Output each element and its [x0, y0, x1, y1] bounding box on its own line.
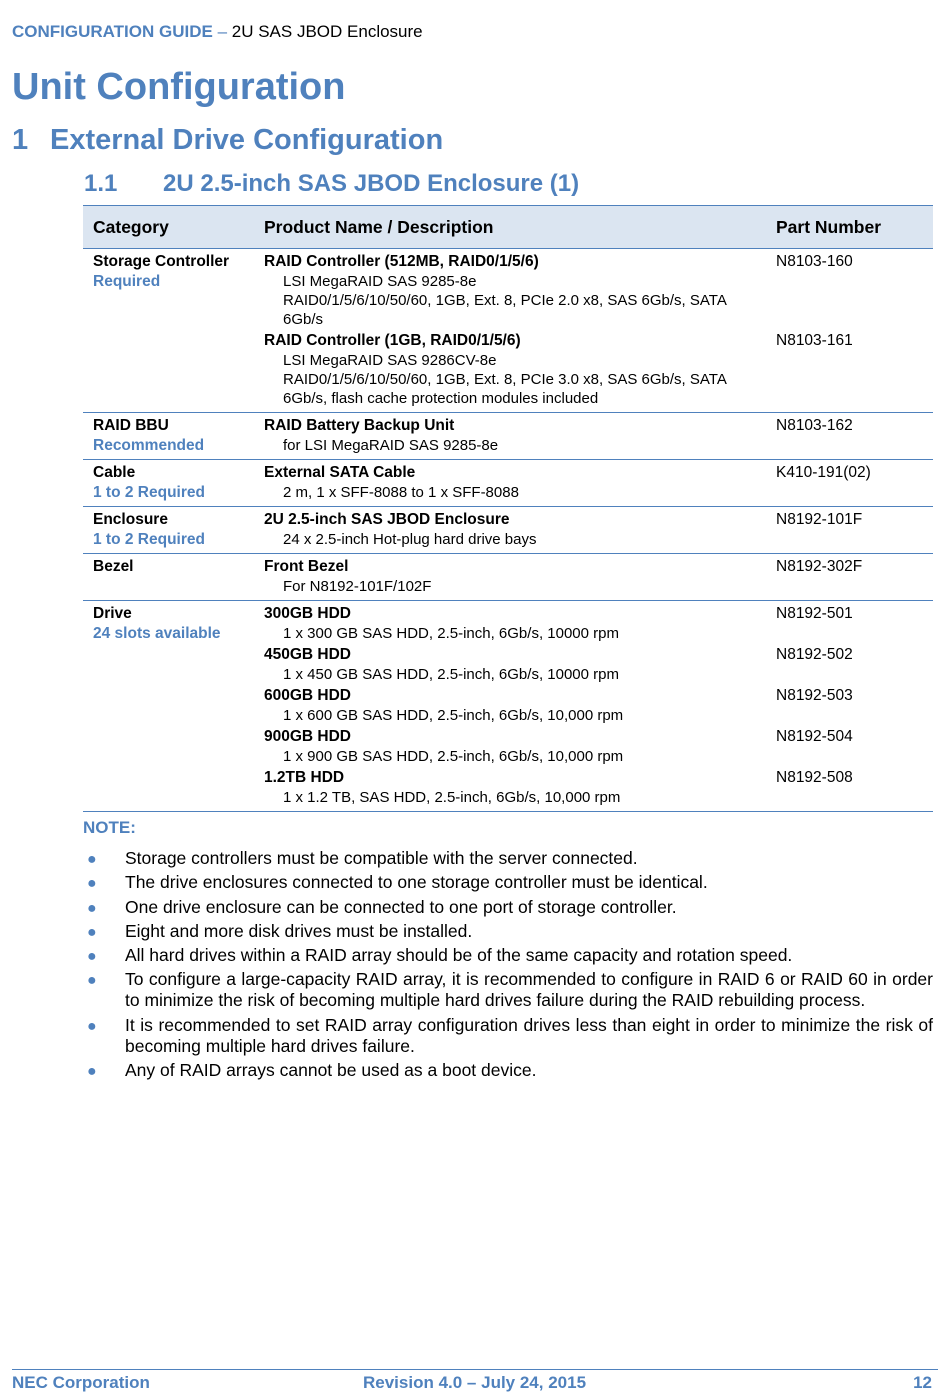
part-number-item — [776, 252, 933, 331]
product-cell — [254, 249, 766, 413]
bullet-icon: ● — [87, 899, 97, 917]
part-number: N8192-508 — [776, 769, 853, 786]
product-item — [264, 463, 766, 504]
part-number: N8192-503 — [776, 687, 853, 704]
running-header — [12, 22, 423, 42]
table-row — [83, 601, 933, 812]
section-number: 1 — [12, 124, 29, 156]
category-requirement: Recommended — [93, 437, 205, 454]
note-item — [83, 921, 933, 942]
product-item — [264, 510, 766, 551]
product-cell — [254, 460, 766, 507]
notes-list — [83, 848, 933, 1084]
table-body — [83, 249, 933, 812]
category-cell — [83, 507, 254, 554]
column-header-part-number: Part Number — [766, 206, 933, 249]
category-requirement: 1 to 2 Required — [93, 484, 205, 501]
part-number: N8192-302F — [776, 558, 863, 575]
note-item — [83, 1060, 933, 1081]
product-name: RAID Controller (512MB, RAID0/1/5/6) — [264, 253, 539, 270]
part-number-item — [776, 604, 933, 645]
product-item — [264, 727, 766, 768]
part-number-cell — [766, 601, 933, 812]
product-description: LSI MegaRAID SAS 9286CV-8e — [283, 352, 497, 369]
product-description: 1 x 900 GB SAS HDD, 2.5-inch, 6Gb/s, 10,000 rpm — [283, 748, 624, 765]
product-description: 1 x 300 GB SAS HDD, 2.5-inch, 6Gb/s, 10000 rpm — [283, 625, 619, 642]
table-row — [83, 249, 933, 413]
category-cell — [83, 601, 254, 812]
product-item — [264, 557, 766, 598]
section-title: External Drive Configuration — [50, 124, 444, 156]
section-heading — [12, 124, 443, 157]
category-name: Storage Controller — [93, 253, 230, 270]
note-text: To configure a large-capacity RAID array, it is recommended to configure in RAID 6 or RAID 60 in order to minimize the risk of becoming multiple hard drives failure during the RAID rebuilding process. — [125, 969, 933, 1011]
product-item — [264, 645, 766, 686]
note-item — [83, 1015, 933, 1057]
product-description: LSI MegaRAID SAS 9285-8e — [283, 273, 477, 290]
category-name: Bezel — [93, 558, 134, 575]
footer-company: NEC Corporation — [12, 1373, 150, 1392]
note-item — [83, 848, 933, 869]
footer-page-number: 12 — [913, 1373, 932, 1392]
part-number: N8192-101F — [776, 511, 863, 528]
table-row — [83, 460, 933, 507]
part-number-item — [776, 331, 933, 410]
note-item — [83, 969, 933, 1011]
note-item — [83, 945, 933, 966]
bullet-icon: ● — [87, 1017, 97, 1035]
table-header-row — [83, 206, 933, 249]
table-row — [83, 413, 933, 460]
part-number-cell — [766, 249, 933, 413]
header-product: 2U SAS JBOD Enclosure — [231, 22, 423, 41]
subsection-title: 2U 2.5-inch SAS JBOD Enclosure (1) — [163, 170, 580, 197]
product-name: RAID Battery Backup Unit — [264, 417, 455, 434]
product-item — [264, 768, 766, 809]
configuration-table — [83, 205, 933, 812]
product-cell — [254, 601, 766, 812]
product-item — [264, 686, 766, 727]
table-row — [83, 554, 933, 601]
part-number: N8103-161 — [776, 332, 853, 349]
product-description: 24 x 2.5-inch Hot-plug hard drive bays — [283, 531, 537, 548]
part-number-item — [776, 645, 933, 686]
product-description: For N8192-101F/102F — [283, 578, 432, 595]
product-item — [264, 604, 766, 645]
product-name: 1.2TB HDD — [264, 769, 345, 786]
part-number: N8103-162 — [776, 417, 853, 434]
note-text: The drive enclosures connected to one storage controller must be identical. — [125, 872, 708, 893]
part-number: K410-191(02) — [776, 464, 871, 481]
product-description: RAID0/1/5/6/10/50/60, 1GB, Ext. 8, PCIe 3.0 x8, SAS 6Gb/s, SATA 6Gb/s, flash cache protection modules included — [283, 371, 727, 407]
category-requirement: 1 to 2 Required — [93, 531, 205, 548]
product-name: 2U 2.5-inch SAS JBOD Enclosure — [264, 511, 510, 528]
product-description: RAID0/1/5/6/10/50/60, 1GB, Ext. 8, PCIe 2.0 x8, SAS 6Gb/s, SATA 6Gb/s — [283, 292, 727, 328]
category-name: Enclosure — [93, 511, 168, 528]
category-requirement: Required — [93, 273, 161, 290]
part-number-cell — [766, 507, 933, 554]
table-row — [83, 507, 933, 554]
product-name: RAID Controller (1GB, RAID0/1/5/6) — [264, 332, 521, 349]
note-text: All hard drives within a RAID array should be of the same capacity and rotation speed. — [125, 945, 793, 966]
category-cell — [83, 460, 254, 507]
category-name: RAID BBU — [93, 417, 169, 434]
product-name: Front Bezel — [264, 558, 349, 575]
part-number: N8103-160 — [776, 253, 853, 270]
category-name: Cable — [93, 464, 136, 481]
bullet-icon: ● — [87, 851, 97, 868]
bullet-icon: ● — [87, 875, 97, 893]
product-item — [264, 331, 766, 410]
subsection-number: 1.1 — [84, 170, 118, 197]
note-text: Any of RAID arrays cannot be used as a boot device. — [125, 1060, 537, 1081]
bullet-icon: ● — [87, 1063, 97, 1081]
product-name: 300GB HDD — [264, 605, 351, 622]
product-cell — [254, 507, 766, 554]
part-number: N8192-501 — [776, 605, 853, 622]
column-header-category: Category — [83, 206, 254, 249]
note-title: NOTE: — [83, 818, 136, 837]
note-item — [83, 897, 933, 918]
note-item — [83, 872, 933, 893]
part-number-item — [776, 768, 933, 809]
category-cell — [83, 554, 254, 601]
header-separator: – — [212, 22, 232, 41]
product-description: 1 x 1.2 TB, SAS HDD, 2.5-inch, 6Gb/s, 10,000 rpm — [283, 789, 621, 806]
column-header-product: Product Name / Description — [254, 206, 766, 249]
product-item — [264, 252, 766, 331]
category-cell — [83, 413, 254, 460]
subsection-heading — [84, 170, 579, 198]
part-number-item — [776, 686, 933, 727]
product-cell — [254, 554, 766, 601]
part-number-cell — [766, 554, 933, 601]
product-name: External SATA Cable — [264, 464, 416, 481]
note-text: Eight and more disk drives must be installed. — [125, 920, 473, 941]
note-text: It is recommended to set RAID array configuration drives less than eight in order to minimize the risk of becoming multiple hard drives failure. — [125, 1014, 933, 1056]
footer-divider — [12, 1369, 938, 1370]
bullet-icon: ● — [87, 948, 97, 966]
product-description: 1 x 600 GB SAS HDD, 2.5-inch, 6Gb/s, 10,000 rpm — [283, 707, 624, 724]
part-number: N8192-502 — [776, 646, 853, 663]
bullet-icon: ● — [87, 972, 97, 990]
product-description: 1 x 450 GB SAS HDD, 2.5-inch, 6Gb/s, 10000 rpm — [283, 666, 619, 683]
category-name: Drive — [93, 605, 132, 622]
page-title: Unit Configuration — [12, 66, 346, 108]
product-name: 450GB HDD — [264, 646, 351, 663]
part-number-cell — [766, 413, 933, 460]
product-name: 900GB HDD — [264, 728, 351, 745]
product-name: 600GB HDD — [264, 687, 351, 704]
part-number-item — [776, 510, 933, 551]
footer-revision: Revision 4.0 – July 24, 2015 — [363, 1373, 587, 1392]
category-requirement: 24 slots available — [93, 625, 221, 642]
product-cell — [254, 413, 766, 460]
part-number-cell — [766, 460, 933, 507]
product-description: for LSI MegaRAID SAS 9285-8e — [283, 437, 499, 454]
guide-label: CONFIGURATION GUIDE — [12, 22, 213, 41]
category-cell — [83, 249, 254, 413]
note-text: Storage controllers must be compatible with the server connected. — [125, 848, 638, 868]
part-number-item — [776, 416, 933, 457]
bullet-icon: ● — [87, 923, 97, 941]
note-text: One drive enclosure can be connected to one port of storage controller. — [125, 896, 677, 917]
part-number-item — [776, 727, 933, 768]
part-number-item — [776, 463, 933, 504]
part-number: N8192-504 — [776, 728, 853, 745]
part-number-item — [776, 557, 933, 598]
product-description: 2 m, 1 x SFF-8088 to 1 x SFF-8088 — [283, 484, 519, 501]
product-item — [264, 416, 766, 457]
